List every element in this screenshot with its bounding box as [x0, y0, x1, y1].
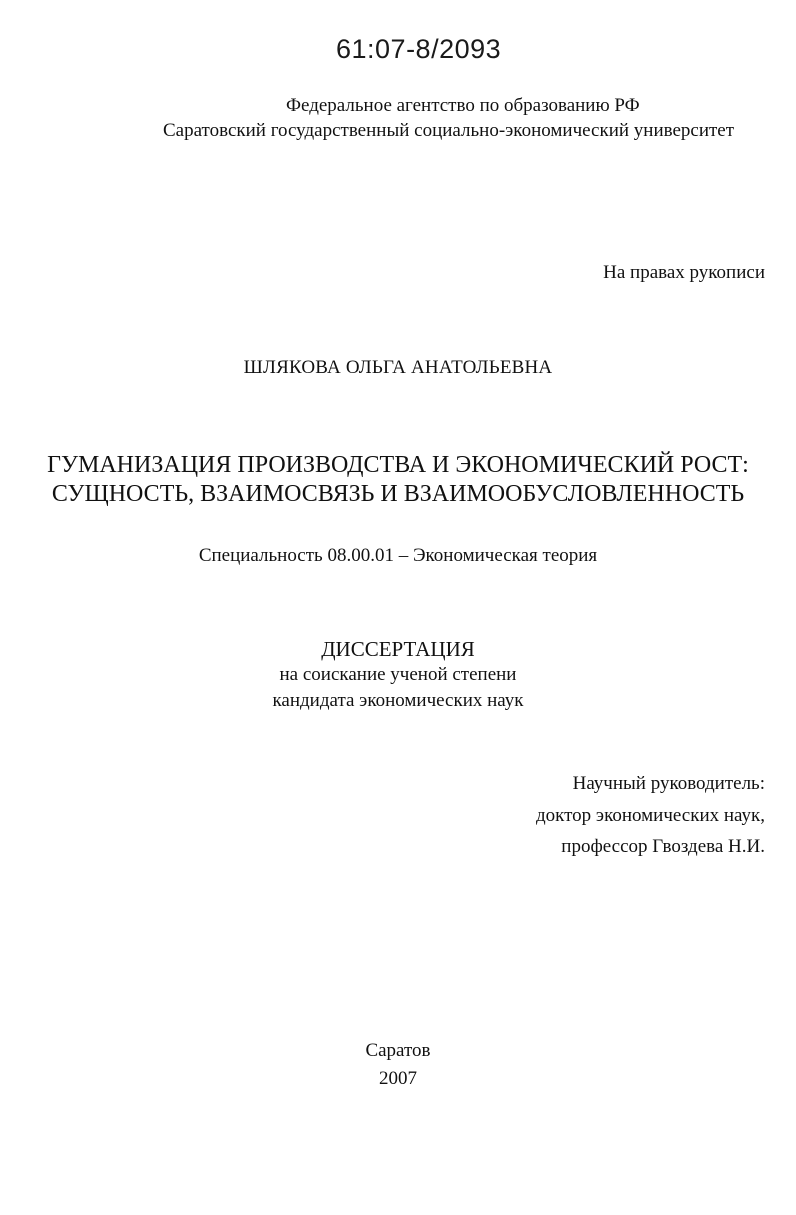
- title-line-1: ГУМАНИЗАЦИЯ ПРОИЗВОДСТВА И ЭКОНОМИЧЕСКИЙ РОСТ:: [47, 452, 749, 478]
- degree-line-1: на соискание ученой степени: [279, 664, 517, 685]
- university-name: Саратовский государственный социально-экономический университет: [163, 120, 735, 141]
- supervisor-label: Научный руководитель:: [572, 773, 765, 794]
- city: Саратов: [365, 1040, 431, 1061]
- dissertation-heading: ДИССЕРТАЦИЯ: [321, 637, 475, 661]
- supervisor-degree: доктор экономических наук,: [535, 805, 765, 826]
- year: 2007: [379, 1068, 417, 1089]
- degree-line-2: кандидата экономических наук: [272, 690, 524, 711]
- manuscript-note: На правах рукописи: [603, 262, 765, 283]
- title-line-2: СУЩНОСТЬ, ВЗАИМОСВЯЗЬ И ВЗАИМООБУСЛОВЛЕННОСТЬ: [51, 481, 745, 507]
- agency-name: Федеральное агентство по образованию РФ: [286, 95, 640, 116]
- author-name: ШЛЯКОВА ОЛЬГА АНАТОЛЬЕВНА: [243, 357, 553, 378]
- catalog-number: 61:07-8/2093: [336, 34, 502, 64]
- specialty: Специальность 08.00.01 – Экономическая теория: [198, 545, 598, 566]
- supervisor-name: профессор Гвоздева Н.И.: [561, 836, 765, 857]
